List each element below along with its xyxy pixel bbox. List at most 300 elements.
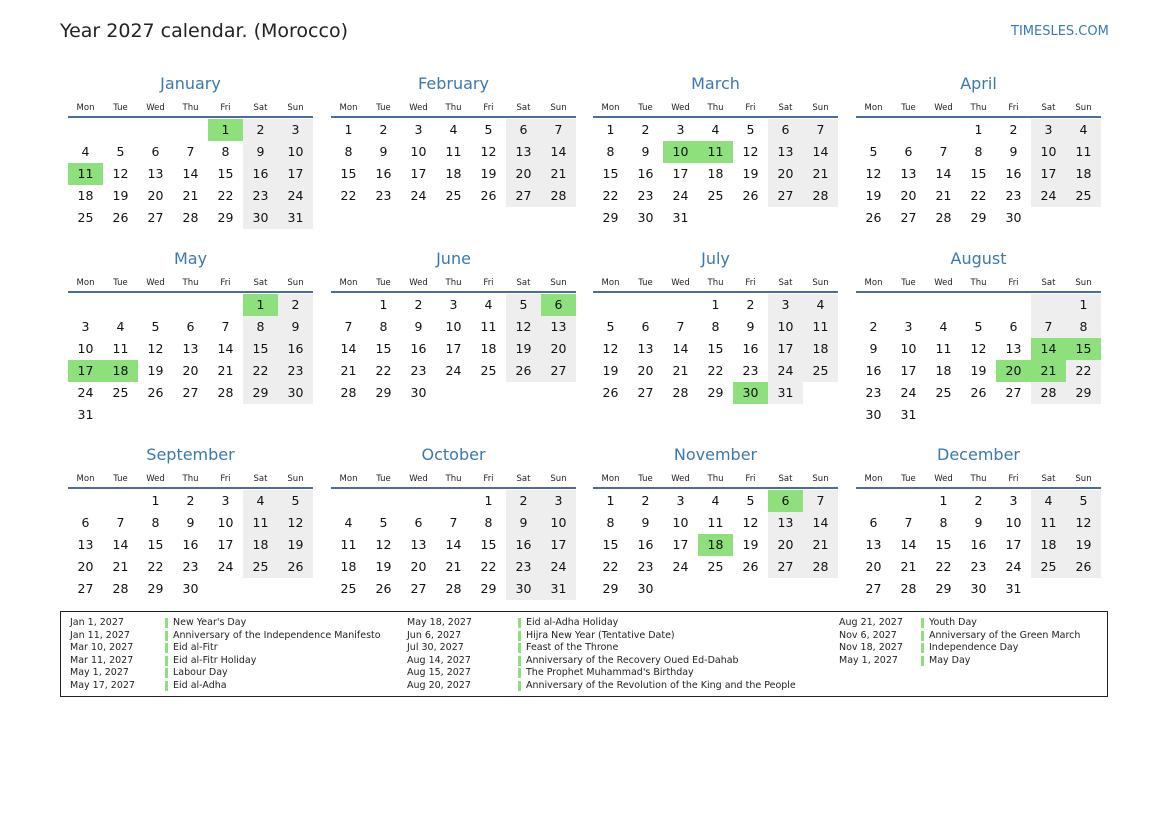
day-cell[interactable]: 7 [116,515,125,530]
day-cell[interactable]: 1 [939,493,948,508]
day-cell[interactable]: 11 [707,515,724,530]
day-cell[interactable]: 13 [777,515,794,530]
day-cell[interactable]: 14 [900,537,917,552]
day-cell[interactable]: 13 [637,341,654,356]
day-cell[interactable]: 9 [379,144,388,159]
day-cell[interactable]: 1 [379,297,388,312]
day-cell[interactable]: 11 [480,319,497,334]
day-cell[interactable]: 8 [151,515,160,530]
day-cell[interactable]: 27 [900,210,917,225]
day-cell[interactable]: 13 [777,144,794,159]
day-cell[interactable]: 19 [865,188,882,203]
day-cell[interactable]: 12 [865,166,882,181]
day-cell[interactable]: 2 [641,122,650,137]
day-cell[interactable]: 20 [900,188,917,203]
day-cell[interactable]: 7 [904,515,913,530]
day-cell[interactable]: 2 [974,493,983,508]
day-cell[interactable]: 19 [1075,537,1092,552]
day-cell[interactable]: 12 [742,144,759,159]
day-cell[interactable]: 11 [340,537,357,552]
day-cell[interactable]: 4 [116,319,125,334]
day-cell[interactable]: 7 [816,493,825,508]
day-cell[interactable]: 11 [812,319,829,334]
day-cell[interactable]: 15 [602,166,619,181]
day-cell[interactable]: 8 [221,144,230,159]
holiday-day-cell[interactable]: 30 [733,382,768,404]
day-cell[interactable]: 29 [935,581,952,596]
day-cell[interactable]: 10 [777,319,794,334]
day-cell[interactable]: 4 [344,515,353,530]
day-cell[interactable]: 24 [217,559,234,574]
day-cell[interactable]: 1 [344,122,353,137]
day-cell[interactable]: 5 [746,493,755,508]
day-cell[interactable]: 18 [812,341,829,356]
day-cell[interactable]: 8 [606,144,615,159]
day-cell[interactable]: 6 [186,319,195,334]
day-cell[interactable]: 15 [602,537,619,552]
day-cell[interactable]: 26 [287,559,304,574]
day-cell[interactable]: 20 [77,559,94,574]
day-cell[interactable]: 19 [742,537,759,552]
holiday-day-cell[interactable]: 6 [768,490,803,512]
day-cell[interactable]: 4 [711,122,720,137]
day-cell[interactable]: 3 [291,122,300,137]
day-cell[interactable]: 6 [904,144,913,159]
day-cell[interactable]: 23 [182,559,199,574]
day-cell[interactable]: 12 [287,515,304,530]
day-cell[interactable]: 21 [812,166,829,181]
day-cell[interactable]: 27 [147,210,164,225]
day-cell[interactable]: 24 [777,363,794,378]
day-cell[interactable]: 27 [1005,385,1022,400]
day-cell[interactable]: 3 [554,493,563,508]
holiday-day-cell[interactable]: 20 [996,360,1031,382]
day-cell[interactable]: 16 [515,537,532,552]
day-cell[interactable]: 24 [672,559,689,574]
day-cell[interactable]: 21 [340,363,357,378]
day-cell[interactable]: 10 [900,341,917,356]
day-cell[interactable]: 22 [602,188,619,203]
day-cell[interactable]: 7 [554,122,563,137]
day-cell[interactable]: 9 [519,515,528,530]
day-cell[interactable]: 3 [1009,493,1018,508]
day-cell[interactable]: 8 [344,144,353,159]
day-cell[interactable]: 7 [449,515,458,530]
day-cell[interactable]: 20 [550,341,567,356]
day-cell[interactable]: 24 [1005,559,1022,574]
day-cell[interactable]: 17 [287,166,304,181]
day-cell[interactable]: 10 [1040,144,1057,159]
day-cell[interactable]: 27 [182,385,199,400]
day-cell[interactable]: 9 [641,515,650,530]
day-cell[interactable]: 18 [77,188,94,203]
day-cell[interactable]: 20 [182,363,199,378]
day-cell[interactable]: 9 [1009,144,1018,159]
day-cell[interactable]: 10 [217,515,234,530]
day-cell[interactable]: 31 [287,210,304,225]
day-cell[interactable]: 10 [77,341,94,356]
day-cell[interactable]: 20 [865,559,882,574]
day-cell[interactable]: 17 [217,537,234,552]
day-cell[interactable]: 26 [1075,559,1092,574]
day-cell[interactable]: 26 [147,385,164,400]
day-cell[interactable]: 28 [812,188,829,203]
day-cell[interactable]: 1 [606,493,615,508]
day-cell[interactable]: 1 [151,493,160,508]
day-cell[interactable]: 31 [77,407,94,422]
day-cell[interactable]: 8 [606,515,615,530]
day-cell[interactable]: 9 [746,319,755,334]
holiday-day-cell[interactable]: 21 [1031,360,1066,382]
day-cell[interactable]: 1 [974,122,983,137]
day-cell[interactable]: 25 [252,559,269,574]
holiday-day-cell[interactable]: 18 [103,360,138,382]
day-cell[interactable]: 12 [1075,515,1092,530]
day-cell[interactable]: 26 [970,385,987,400]
day-cell[interactable]: 12 [602,341,619,356]
day-cell[interactable]: 22 [480,559,497,574]
day-cell[interactable]: 26 [742,559,759,574]
holiday-day-cell[interactable]: 17 [68,360,103,382]
day-cell[interactable]: 27 [777,188,794,203]
day-cell[interactable]: 12 [515,319,532,334]
day-cell[interactable]: 28 [900,581,917,596]
day-cell[interactable]: 23 [865,385,882,400]
day-cell[interactable]: 31 [777,385,794,400]
day-cell[interactable]: 14 [812,144,829,159]
day-cell[interactable]: 25 [707,188,724,203]
day-cell[interactable]: 11 [1040,515,1057,530]
site-link[interactable]: TIMESLES.COM [1011,24,1109,39]
day-cell[interactable]: 30 [1005,210,1022,225]
day-cell[interactable]: 4 [449,122,458,137]
day-cell[interactable]: 19 [147,363,164,378]
day-cell[interactable]: 9 [974,515,983,530]
day-cell[interactable]: 25 [812,363,829,378]
day-cell[interactable]: 14 [935,166,952,181]
day-cell[interactable]: 8 [484,515,493,530]
day-cell[interactable]: 31 [900,407,917,422]
day-cell[interactable]: 13 [550,319,567,334]
day-cell[interactable]: 24 [1040,188,1057,203]
day-cell[interactable]: 12 [970,341,987,356]
day-cell[interactable]: 23 [970,559,987,574]
day-cell[interactable]: 15 [340,166,357,181]
day-cell[interactable]: 15 [252,341,269,356]
day-cell[interactable]: 27 [865,581,882,596]
day-cell[interactable]: 27 [550,363,567,378]
day-cell[interactable]: 6 [414,515,423,530]
day-cell[interactable]: 6 [641,319,650,334]
day-cell[interactable]: 24 [550,559,567,574]
day-cell[interactable]: 24 [900,385,917,400]
day-cell[interactable]: 27 [777,559,794,574]
day-cell[interactable]: 1 [1079,297,1088,312]
day-cell[interactable]: 16 [287,341,304,356]
day-cell[interactable]: 20 [637,363,654,378]
day-cell[interactable]: 27 [637,385,654,400]
day-cell[interactable]: 24 [77,385,94,400]
day-cell[interactable]: 31 [672,210,689,225]
day-cell[interactable]: 15 [375,341,392,356]
day-cell[interactable]: 23 [637,188,654,203]
day-cell[interactable]: 26 [480,188,497,203]
day-cell[interactable]: 21 [812,537,829,552]
day-cell[interactable]: 6 [781,122,790,137]
day-cell[interactable]: 25 [1040,559,1057,574]
day-cell[interactable]: 24 [672,188,689,203]
day-cell[interactable]: 11 [252,515,269,530]
day-cell[interactable]: 4 [1044,493,1053,508]
day-cell[interactable]: 18 [480,341,497,356]
day-cell[interactable]: 21 [935,188,952,203]
day-cell[interactable]: 4 [816,297,825,312]
day-cell[interactable]: 27 [515,188,532,203]
day-cell[interactable]: 4 [939,319,948,334]
day-cell[interactable]: 28 [112,581,129,596]
day-cell[interactable]: 1 [484,493,493,508]
day-cell[interactable]: 4 [1079,122,1088,137]
day-cell[interactable]: 15 [147,537,164,552]
day-cell[interactable]: 3 [1044,122,1053,137]
day-cell[interactable]: 26 [602,385,619,400]
day-cell[interactable]: 28 [182,210,199,225]
day-cell[interactable]: 28 [812,559,829,574]
day-cell[interactable]: 14 [550,144,567,159]
day-cell[interactable]: 11 [445,144,462,159]
day-cell[interactable]: 13 [147,166,164,181]
day-cell[interactable]: 11 [112,341,129,356]
day-cell[interactable]: 24 [287,188,304,203]
day-cell[interactable]: 22 [935,559,952,574]
day-cell[interactable]: 19 [375,559,392,574]
day-cell[interactable]: 16 [182,537,199,552]
day-cell[interactable]: 8 [1079,319,1088,334]
day-cell[interactable]: 16 [252,166,269,181]
day-cell[interactable]: 29 [147,581,164,596]
day-cell[interactable]: 18 [707,166,724,181]
day-cell[interactable]: 11 [1075,144,1092,159]
day-cell[interactable]: 1 [606,122,615,137]
day-cell[interactable]: 13 [410,537,427,552]
day-cell[interactable]: 22 [340,188,357,203]
day-cell[interactable]: 18 [935,363,952,378]
day-cell[interactable]: 20 [410,559,427,574]
day-cell[interactable]: 26 [375,581,392,596]
day-cell[interactable]: 29 [707,385,724,400]
day-cell[interactable]: 17 [1005,537,1022,552]
day-cell[interactable]: 23 [410,363,427,378]
holiday-day-cell[interactable]: 14 [1031,338,1066,360]
day-cell[interactable]: 13 [865,537,882,552]
holiday-day-cell[interactable]: 1 [208,119,243,141]
day-cell[interactable]: 23 [287,363,304,378]
day-cell[interactable]: 16 [1005,166,1022,181]
day-cell[interactable]: 4 [484,297,493,312]
day-cell[interactable]: 5 [484,122,493,137]
day-cell[interactable]: 7 [816,122,825,137]
day-cell[interactable]: 18 [1075,166,1092,181]
day-cell[interactable]: 5 [974,319,983,334]
day-cell[interactable]: 27 [77,581,94,596]
day-cell[interactable]: 15 [480,537,497,552]
day-cell[interactable]: 30 [637,581,654,596]
day-cell[interactable]: 6 [519,122,528,137]
day-cell[interactable]: 17 [777,341,794,356]
day-cell[interactable]: 17 [1040,166,1057,181]
day-cell[interactable]: 15 [935,537,952,552]
day-cell[interactable]: 6 [869,515,878,530]
day-cell[interactable]: 29 [970,210,987,225]
day-cell[interactable]: 5 [1079,493,1088,508]
day-cell[interactable]: 30 [182,581,199,596]
day-cell[interactable]: 24 [445,363,462,378]
day-cell[interactable]: 24 [410,188,427,203]
day-cell[interactable]: 20 [777,166,794,181]
day-cell[interactable]: 13 [1005,341,1022,356]
day-cell[interactable]: 19 [287,537,304,552]
day-cell[interactable]: 8 [974,144,983,159]
day-cell[interactable]: 8 [379,319,388,334]
day-cell[interactable]: 19 [112,188,129,203]
day-cell[interactable]: 25 [480,363,497,378]
day-cell[interactable]: 7 [344,319,353,334]
day-cell[interactable]: 25 [445,188,462,203]
day-cell[interactable]: 15 [970,166,987,181]
day-cell[interactable]: 2 [641,493,650,508]
day-cell[interactable]: 14 [445,537,462,552]
day-cell[interactable]: 22 [147,559,164,574]
day-cell[interactable]: 14 [812,515,829,530]
day-cell[interactable]: 6 [1009,319,1018,334]
day-cell[interactable]: 31 [1005,581,1022,596]
day-cell[interactable]: 22 [707,363,724,378]
day-cell[interactable]: 13 [182,341,199,356]
day-cell[interactable]: 28 [935,210,952,225]
day-cell[interactable]: 22 [252,363,269,378]
day-cell[interactable]: 13 [515,144,532,159]
day-cell[interactable]: 9 [414,319,423,334]
day-cell[interactable]: 25 [1075,188,1092,203]
day-cell[interactable]: 5 [746,122,755,137]
day-cell[interactable]: 2 [291,297,300,312]
day-cell[interactable]: 4 [256,493,265,508]
day-cell[interactable]: 28 [550,188,567,203]
day-cell[interactable]: 16 [970,537,987,552]
day-cell[interactable]: 18 [340,559,357,574]
day-cell[interactable]: 5 [151,319,160,334]
day-cell[interactable]: 15 [217,166,234,181]
day-cell[interactable]: 5 [291,493,300,508]
day-cell[interactable]: 10 [445,319,462,334]
day-cell[interactable]: 23 [637,559,654,574]
day-cell[interactable]: 12 [375,537,392,552]
day-cell[interactable]: 30 [410,385,427,400]
holiday-day-cell[interactable]: 6 [541,294,576,316]
day-cell[interactable]: 23 [375,188,392,203]
day-cell[interactable]: 11 [935,341,952,356]
day-cell[interactable]: 17 [900,363,917,378]
day-cell[interactable]: 22 [375,363,392,378]
day-cell[interactable]: 18 [445,166,462,181]
day-cell[interactable]: 7 [676,319,685,334]
day-cell[interactable]: 3 [449,297,458,312]
day-cell[interactable]: 18 [252,537,269,552]
day-cell[interactable]: 30 [515,581,532,596]
day-cell[interactable]: 25 [935,385,952,400]
day-cell[interactable]: 7 [186,144,195,159]
day-cell[interactable]: 19 [602,363,619,378]
day-cell[interactable]: 30 [970,581,987,596]
day-cell[interactable]: 3 [904,319,913,334]
day-cell[interactable]: 5 [379,515,388,530]
day-cell[interactable]: 30 [252,210,269,225]
day-cell[interactable]: 30 [865,407,882,422]
day-cell[interactable]: 3 [221,493,230,508]
day-cell[interactable]: 2 [1009,122,1018,137]
day-cell[interactable]: 14 [182,166,199,181]
day-cell[interactable]: 2 [746,297,755,312]
day-cell[interactable]: 25 [77,210,94,225]
day-cell[interactable]: 23 [742,363,759,378]
day-cell[interactable]: 7 [1044,319,1053,334]
day-cell[interactable]: 8 [256,319,265,334]
day-cell[interactable]: 7 [939,144,948,159]
day-cell[interactable]: 10 [1005,515,1022,530]
day-cell[interactable]: 10 [287,144,304,159]
day-cell[interactable]: 9 [869,341,878,356]
day-cell[interactable]: 9 [186,515,195,530]
day-cell[interactable]: 1 [711,297,720,312]
day-cell[interactable]: 2 [869,319,878,334]
day-cell[interactable]: 16 [865,363,882,378]
day-cell[interactable]: 12 [112,166,129,181]
day-cell[interactable]: 2 [256,122,265,137]
day-cell[interactable]: 8 [711,319,720,334]
day-cell[interactable]: 30 [637,210,654,225]
day-cell[interactable]: 21 [672,363,689,378]
day-cell[interactable]: 14 [112,537,129,552]
day-cell[interactable]: 19 [970,363,987,378]
day-cell[interactable]: 3 [676,122,685,137]
day-cell[interactable]: 23 [252,188,269,203]
holiday-day-cell[interactable]: 11 [68,163,103,185]
day-cell[interactable]: 22 [602,559,619,574]
day-cell[interactable]: 2 [186,493,195,508]
day-cell[interactable]: 7 [221,319,230,334]
day-cell[interactable]: 21 [182,188,199,203]
day-cell[interactable]: 9 [256,144,265,159]
day-cell[interactable]: 29 [217,210,234,225]
day-cell[interactable]: 2 [379,122,388,137]
holiday-day-cell[interactable]: 15 [1066,338,1101,360]
day-cell[interactable]: 23 [515,559,532,574]
holiday-day-cell[interactable]: 10 [663,141,698,163]
day-cell[interactable]: 22 [217,188,234,203]
day-cell[interactable]: 28 [445,581,462,596]
day-cell[interactable]: 29 [375,385,392,400]
day-cell[interactable]: 17 [672,537,689,552]
day-cell[interactable]: 19 [515,341,532,356]
day-cell[interactable]: 22 [1075,363,1092,378]
day-cell[interactable]: 6 [81,515,90,530]
day-cell[interactable]: 19 [480,166,497,181]
day-cell[interactable]: 9 [291,319,300,334]
day-cell[interactable]: 6 [151,144,160,159]
holiday-day-cell[interactable]: 18 [698,534,733,556]
day-cell[interactable]: 16 [637,537,654,552]
day-cell[interactable]: 17 [550,537,567,552]
